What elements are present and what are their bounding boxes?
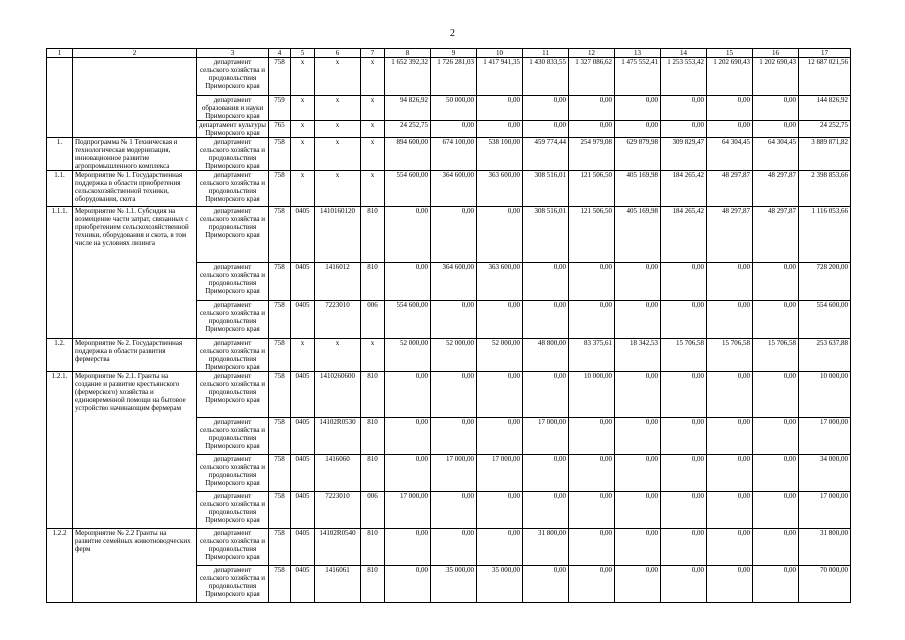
amount-cell: 0,00 [753, 121, 799, 138]
amount-cell: 0,00 [615, 566, 661, 603]
column-header: 7 [361, 49, 385, 58]
amount-cell: 0,00 [661, 121, 707, 138]
amount-cell: 309 829,47 [661, 138, 707, 171]
total-amount-cell: 728 200,00 [799, 263, 851, 301]
table-row [47, 339, 851, 372]
column-header: 16 [753, 49, 799, 58]
header-row [47, 49, 851, 58]
amount-cell: 0,00 [661, 418, 707, 455]
executor-cell: департамент сельского хозяйства и продовольствия Приморского края [197, 455, 269, 492]
code-cell: 810 [361, 207, 385, 263]
amount-cell: 0,00 [615, 301, 661, 339]
executor-cell: департамент культуры Приморского края [197, 121, 269, 138]
amount-cell: 0,00 [707, 263, 753, 301]
amount-cell: 0,00 [615, 96, 661, 121]
code-cell: 810 [361, 529, 385, 566]
amount-cell: 0,00 [523, 455, 569, 492]
amount-cell: 1 430 833,55 [523, 58, 569, 96]
code-cell: х [315, 171, 361, 207]
total-amount-cell: 3 889 871,82 [799, 138, 851, 171]
code-cell: 0405 [291, 263, 315, 301]
amount-cell: 0,00 [523, 96, 569, 121]
total-amount-cell: 10 000,00 [799, 372, 851, 418]
amount-cell: 0,00 [661, 96, 707, 121]
amount-cell: 18 342,53 [615, 339, 661, 372]
code-cell: 758 [269, 418, 291, 455]
amount-cell: 0,00 [753, 418, 799, 455]
amount-cell: 0,00 [477, 207, 523, 263]
amount-cell: 83 375,61 [569, 339, 615, 372]
code-cell: 810 [361, 455, 385, 492]
column-header: 8 [385, 49, 431, 58]
amount-cell: 0,00 [615, 263, 661, 301]
amount-cell: 0,00 [661, 492, 707, 529]
code-cell: 1416060 [315, 455, 361, 492]
amount-cell: 0,00 [707, 301, 753, 339]
amount-cell: 0,00 [569, 301, 615, 339]
column-header: 4 [269, 49, 291, 58]
table-row [47, 58, 851, 96]
amount-cell: 0,00 [707, 372, 753, 418]
amount-cell: 0,00 [753, 372, 799, 418]
amount-cell: 50 000,00 [431, 96, 477, 121]
amount-cell: 0,00 [661, 529, 707, 566]
amount-cell: 15 706,58 [707, 339, 753, 372]
amount-cell: 0,00 [569, 566, 615, 603]
amount-cell: 0,00 [477, 372, 523, 418]
amount-cell: 364 600,00 [431, 263, 477, 301]
code-cell: 0405 [291, 207, 315, 263]
program-name-cell: Мероприятие № 1. Государственная поддержка в области приобретения сельскохозяйственной техники, оборудования, скота [73, 171, 197, 207]
code-cell: 758 [269, 58, 291, 96]
code-cell: 1410160120 [315, 207, 361, 263]
amount-cell: 554 600,00 [385, 301, 431, 339]
amount-cell: 0,00 [615, 492, 661, 529]
column-header: 1 [47, 49, 73, 58]
code-cell: 0405 [291, 529, 315, 566]
code-cell: 7223010 [315, 301, 361, 339]
code-cell: х [315, 121, 361, 138]
code-cell: 758 [269, 138, 291, 171]
amount-cell: 629 879,98 [615, 138, 661, 171]
program-name-cell: Мероприятие № 2.2 Гранты на развитие семейных животноводческих ферм [73, 529, 197, 603]
amount-cell: 554 600,00 [385, 171, 431, 207]
amount-cell: 94 826,92 [385, 96, 431, 121]
amount-cell: 1 202 690,43 [753, 58, 799, 96]
code-cell: 1416012 [315, 263, 361, 301]
code-cell: 810 [361, 418, 385, 455]
amount-cell: 17 000,00 [523, 418, 569, 455]
total-amount-cell: 1 116 053,66 [799, 207, 851, 263]
column-header: 3 [197, 49, 269, 58]
total-amount-cell: 24 252,75 [799, 121, 851, 138]
amount-cell: 121 506,50 [569, 171, 615, 207]
amount-cell: 0,00 [477, 121, 523, 138]
amount-cell: 31 800,00 [523, 529, 569, 566]
amount-cell: 0,00 [431, 121, 477, 138]
total-amount-cell: 31 800,00 [799, 529, 851, 566]
amount-cell: 48 297,87 [753, 171, 799, 207]
code-cell: 758 [269, 263, 291, 301]
row-number-cell: 1.1.1. [47, 207, 73, 339]
code-cell: х [315, 96, 361, 121]
amount-cell: 0,00 [569, 96, 615, 121]
amount-cell: 0,00 [477, 529, 523, 566]
amount-cell: 0,00 [615, 121, 661, 138]
amount-cell: 35 000,00 [477, 566, 523, 603]
amount-cell: 64 304,45 [753, 138, 799, 171]
code-cell: 810 [361, 263, 385, 301]
executor-cell: департамент сельского хозяйства и продовольствия Приморского края [197, 339, 269, 372]
code-cell: х [361, 121, 385, 138]
code-cell: 758 [269, 455, 291, 492]
amount-cell: 0,00 [477, 301, 523, 339]
amount-cell: 0,00 [661, 372, 707, 418]
amount-cell: 0,00 [615, 418, 661, 455]
amount-cell: 1 202 690,43 [707, 58, 753, 96]
code-cell: х [361, 58, 385, 96]
code-cell: х [291, 96, 315, 121]
row-number-cell: 1.2.2 [47, 529, 73, 603]
code-cell: х [291, 58, 315, 96]
amount-cell: 0,00 [753, 566, 799, 603]
code-cell: 810 [361, 372, 385, 418]
amount-cell: 405 169,98 [615, 171, 661, 207]
amount-cell: 121 506,50 [569, 207, 615, 263]
code-cell: 0405 [291, 566, 315, 603]
amount-cell: 1 253 553,42 [661, 58, 707, 96]
amount-cell: 0,00 [753, 492, 799, 529]
executor-cell: департамент сельского хозяйства и продовольствия Приморского края [197, 492, 269, 529]
amount-cell: 363 600,00 [477, 171, 523, 207]
code-cell: 006 [361, 492, 385, 529]
amount-cell: 1 726 281,03 [431, 58, 477, 96]
amount-cell: 48 800,00 [523, 339, 569, 372]
executor-cell: департамент сельского хозяйства и продовольствия Приморского края [197, 58, 269, 96]
code-cell: 758 [269, 492, 291, 529]
executor-cell: департамент сельского хозяйства и продовольствия Приморского края [197, 418, 269, 455]
amount-cell: 0,00 [753, 96, 799, 121]
code-cell: 758 [269, 529, 291, 566]
executor-cell: департамент сельского хозяйства и продовольствия Приморского края [197, 529, 269, 566]
amount-cell: 0,00 [707, 121, 753, 138]
amount-cell: 0,00 [661, 455, 707, 492]
amount-cell: 48 297,87 [707, 171, 753, 207]
column-header: 15 [707, 49, 753, 58]
amount-cell: 0,00 [707, 418, 753, 455]
amount-cell: 0,00 [385, 263, 431, 301]
code-cell: 1416061 [315, 566, 361, 603]
amount-cell: 52 000,00 [385, 339, 431, 372]
code-cell: 0405 [291, 418, 315, 455]
total-amount-cell: 17 000,00 [799, 492, 851, 529]
amount-cell: 0,00 [477, 492, 523, 529]
amount-cell: 184 265,42 [661, 207, 707, 263]
total-amount-cell: 17 000,00 [799, 418, 851, 455]
amount-cell: 52 000,00 [431, 339, 477, 372]
amount-cell: 254 979,08 [569, 138, 615, 171]
amount-cell: 0,00 [707, 566, 753, 603]
amount-cell: 0,00 [431, 492, 477, 529]
amount-cell: 0,00 [477, 96, 523, 121]
budget-table [46, 48, 851, 603]
code-cell: х [291, 171, 315, 207]
code-cell: 7223010 [315, 492, 361, 529]
row-number-cell: 1.2. [47, 339, 73, 372]
amount-cell: 674 100,00 [431, 138, 477, 171]
code-cell: 765 [269, 121, 291, 138]
program-name-cell: Мероприятие № 1.1. Субсидия на возмещение части затрат, связанных с приобретением сельскохозяйственной техники, оборудования и скота, в том числе на условиях лизинга [73, 207, 197, 339]
amount-cell: 0,00 [431, 207, 477, 263]
code-cell: х [361, 171, 385, 207]
amount-cell: 0,00 [661, 566, 707, 603]
column-header: 10 [477, 49, 523, 58]
amount-cell: 0,00 [385, 418, 431, 455]
amount-cell: 0,00 [431, 301, 477, 339]
program-name-cell: Мероприятие № 2.1. Гранты на создание и развитие крестьянского (фермерского) хозяйства и единовременной помощи на бытовое устройство начинающим фермерам [73, 372, 197, 529]
executor-cell: департамент сельского хозяйства и продовольствия Приморского края [197, 301, 269, 339]
amount-cell: 0,00 [707, 455, 753, 492]
amount-cell: 17 000,00 [431, 455, 477, 492]
total-amount-cell: 34 000,00 [799, 455, 851, 492]
amount-cell: 17 000,00 [385, 492, 431, 529]
executor-cell: департамент сельского хозяйства и продовольствия Приморского края [197, 372, 269, 418]
amount-cell: 0,00 [569, 455, 615, 492]
amount-cell: 35 000,00 [431, 566, 477, 603]
amount-cell: 0,00 [523, 263, 569, 301]
total-amount-cell: 253 637,88 [799, 339, 851, 372]
executor-cell: департамент сельского хозяйства и продовольствия Приморского края [197, 566, 269, 603]
amount-cell: 24 252,75 [385, 121, 431, 138]
code-cell: 758 [269, 301, 291, 339]
code-cell: х [315, 58, 361, 96]
code-cell: 759 [269, 96, 291, 121]
column-header: 12 [569, 49, 615, 58]
amount-cell: 0,00 [385, 207, 431, 263]
executor-cell: департамент образования и науки Приморского края [197, 96, 269, 121]
program-name-cell: Подпрограмма № 1 Техническая и технологическая модернизация, инновационное развитие агропромышленного комплекса [73, 138, 197, 171]
total-amount-cell: 554 600,00 [799, 301, 851, 339]
code-cell: 758 [269, 207, 291, 263]
code-cell: 758 [269, 171, 291, 207]
amount-cell: 0,00 [431, 529, 477, 566]
amount-cell: 459 774,44 [523, 138, 569, 171]
code-cell: 0405 [291, 455, 315, 492]
amount-cell: 894 600,00 [385, 138, 431, 171]
amount-cell: 364 600,00 [431, 171, 477, 207]
amount-cell: 0,00 [569, 529, 615, 566]
code-cell: 14102R0530 [315, 418, 361, 455]
amount-cell: 0,00 [523, 372, 569, 418]
amount-cell: 0,00 [753, 301, 799, 339]
amount-cell: 308 516,01 [523, 207, 569, 263]
code-cell: 1410260600 [315, 372, 361, 418]
code-cell: 758 [269, 339, 291, 372]
program-name-cell [73, 58, 197, 138]
table-row [47, 207, 851, 263]
amount-cell: 1 417 941,35 [477, 58, 523, 96]
column-header: 13 [615, 49, 661, 58]
code-cell: х [315, 339, 361, 372]
amount-cell: 0,00 [569, 263, 615, 301]
amount-cell: 1 652 392,32 [385, 58, 431, 96]
program-name-cell: Мероприятие № 2. Государственная поддержка в области развития фермерства [73, 339, 197, 372]
code-cell: 758 [269, 566, 291, 603]
amount-cell: 48 297,87 [707, 207, 753, 263]
amount-cell: 0,00 [385, 455, 431, 492]
amount-cell: 0,00 [615, 372, 661, 418]
row-number-cell: 1. [47, 138, 73, 171]
amount-cell: 0,00 [569, 492, 615, 529]
row-number-cell: 1.2.1. [47, 372, 73, 529]
table-body [47, 58, 851, 603]
amount-cell: 15 706,58 [753, 339, 799, 372]
amount-cell: 0,00 [661, 263, 707, 301]
page-number: 2 [450, 28, 455, 39]
column-header: 6 [315, 49, 361, 58]
column-header: 11 [523, 49, 569, 58]
amount-cell: 0,00 [569, 121, 615, 138]
code-cell: х [291, 138, 315, 171]
amount-cell: 0,00 [523, 492, 569, 529]
amount-cell: 184 265,42 [661, 171, 707, 207]
table-row [47, 138, 851, 171]
amount-cell: 48 297,87 [753, 207, 799, 263]
code-cell: х [291, 339, 315, 372]
column-header: 2 [73, 49, 197, 58]
amount-cell: 52 000,00 [477, 339, 523, 372]
amount-cell: 0,00 [523, 301, 569, 339]
column-header: 9 [431, 49, 477, 58]
amount-cell: 0,00 [753, 263, 799, 301]
amount-cell: 0,00 [615, 529, 661, 566]
amount-cell: 0,00 [523, 121, 569, 138]
code-cell: х [291, 121, 315, 138]
amount-cell: 0,00 [707, 96, 753, 121]
code-cell: х [361, 339, 385, 372]
amount-cell: 0,00 [707, 492, 753, 529]
amount-cell: 0,00 [753, 455, 799, 492]
amount-cell: 363 600,00 [477, 263, 523, 301]
amount-cell: 15 706,58 [661, 339, 707, 372]
total-amount-cell: 12 687 021,56 [799, 58, 851, 96]
amount-cell: 0,00 [385, 372, 431, 418]
column-header: 17 [799, 49, 851, 58]
amount-cell: 0,00 [431, 372, 477, 418]
amount-cell: 0,00 [569, 418, 615, 455]
executor-cell: департамент сельского хозяйства и продовольствия Приморского края [197, 263, 269, 301]
amount-cell: 64 304,45 [707, 138, 753, 171]
code-cell: 758 [269, 372, 291, 418]
total-amount-cell: 70 000,00 [799, 566, 851, 603]
code-cell: х [361, 96, 385, 121]
amount-cell: 0,00 [753, 529, 799, 566]
amount-cell: 10 000,00 [569, 372, 615, 418]
amount-cell: 308 516,01 [523, 171, 569, 207]
total-amount-cell: 144 826,92 [799, 96, 851, 121]
total-amount-cell: 2 398 853,66 [799, 171, 851, 207]
code-cell: х [361, 138, 385, 171]
executor-cell: департамент сельского хозяйства и продовольствия Приморского края [197, 207, 269, 263]
amount-cell: 1 327 086,62 [569, 58, 615, 96]
code-cell: 0405 [291, 492, 315, 529]
amount-cell: 1 475 552,41 [615, 58, 661, 96]
code-cell: 0405 [291, 372, 315, 418]
executor-cell: департамент сельского хозяйства и продовольствия Приморского края [197, 171, 269, 207]
row-number-cell [47, 58, 73, 138]
amount-cell: 0,00 [615, 455, 661, 492]
amount-cell: 17 000,00 [477, 455, 523, 492]
table-row [47, 171, 851, 207]
table-row [47, 529, 851, 566]
amount-cell: 405 169,98 [615, 207, 661, 263]
row-number-cell: 1.1. [47, 171, 73, 207]
code-cell: х [315, 138, 361, 171]
amount-cell: 0,00 [661, 301, 707, 339]
amount-cell: 0,00 [431, 418, 477, 455]
amount-cell: 538 100,00 [477, 138, 523, 171]
column-header: 14 [661, 49, 707, 58]
executor-cell: департамент сельского хозяйства и продовольствия Приморского края [197, 138, 269, 171]
table-row [47, 372, 851, 418]
amount-cell: 0,00 [385, 566, 431, 603]
amount-cell: 0,00 [523, 566, 569, 603]
code-cell: 810 [361, 566, 385, 603]
amount-cell: 0,00 [385, 529, 431, 566]
amount-cell: 0,00 [477, 418, 523, 455]
code-cell: 14102R0540 [315, 529, 361, 566]
code-cell: 0405 [291, 301, 315, 339]
amount-cell: 0,00 [707, 529, 753, 566]
column-header: 5 [291, 49, 315, 58]
code-cell: 006 [361, 301, 385, 339]
